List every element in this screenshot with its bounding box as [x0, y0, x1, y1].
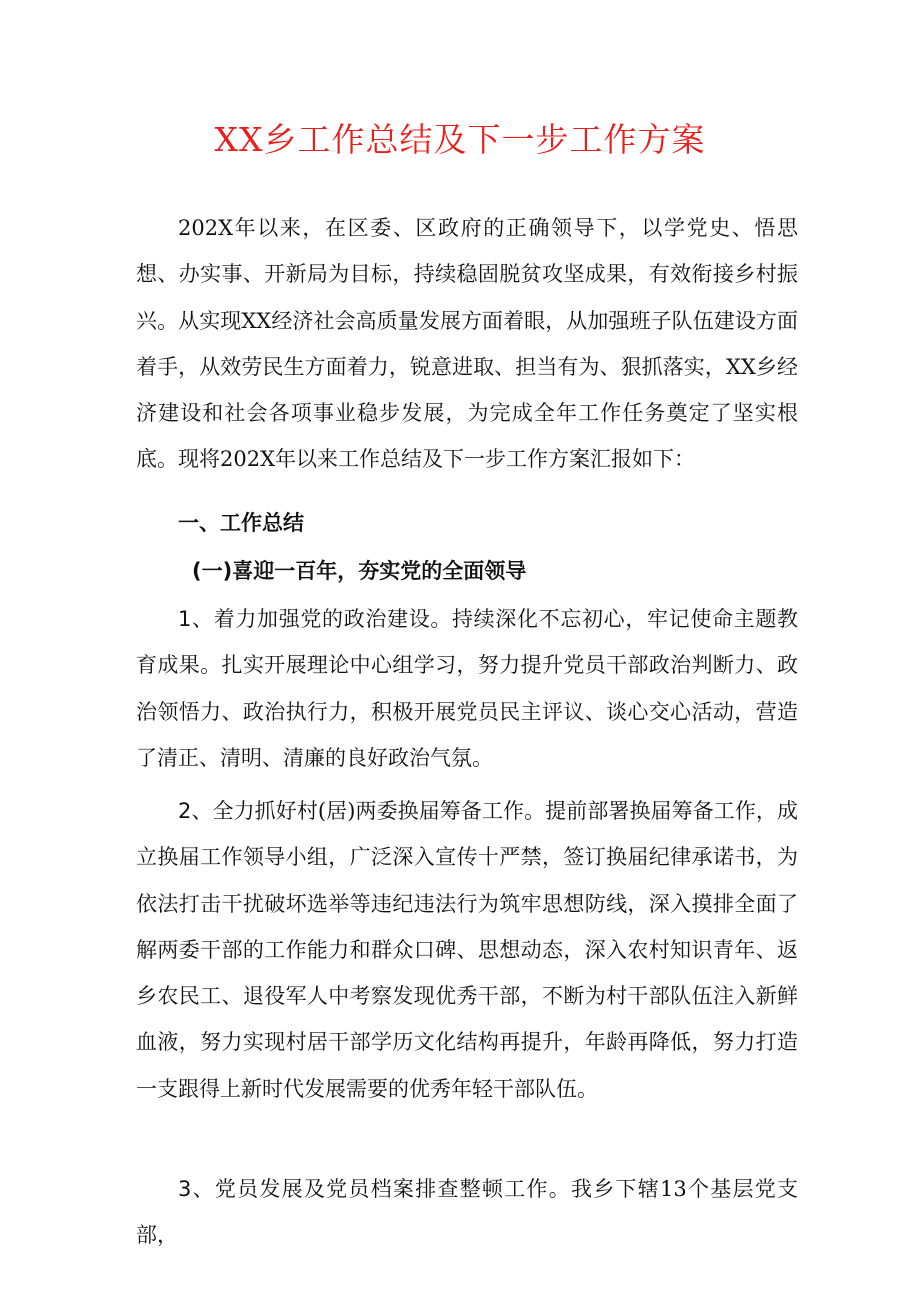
document-title: XX乡工作总结及下一步工作方案 — [214, 120, 706, 159]
item-number: 2 — [178, 799, 192, 823]
subsection-heading-party-leadership: (一)喜迎一百年，夯实党的全面领导 — [192, 559, 527, 583]
list-item-1 — [136, 596, 798, 781]
item-text: 、党员发展及党员档案排查整顿工作。我乡下辖13个基层党支部， — [136, 1177, 798, 1248]
item-number: 1 — [178, 607, 192, 631]
item-text: 、着力加强党的政治建设。持续深化不忘初心，牢记使命主题教育成果。扎实开展理论中心组学习，努力提升党员干部政治判断力、政治领悟力、政治执行力，积极开展党员民主评议、谈心交心活动，营造了清正、清明、清廉的良好政治气氛。 — [136, 607, 798, 770]
list-item-3 — [136, 1166, 798, 1259]
intro-paragraph: 202X年以来，在区委、区政府的正确领导下，以学党史、悟思想、办实事、开新局为目标，持续稳固脱贫攻坚成果，有效衔接乡村振兴。从实现XX经济社会高质量发展方面着眼，从加强班子队伍建设方面着手，从效劳民生方面着力，锐意进取、担当有为、狠抓落实，XX乡经济建设和社会各项事业稳步发展，为完成全年工作任务奠定了坚实根底。现将202X年以来工作总结及下一步工作方案汇报如下： — [136, 216, 798, 472]
section-heading-work-summary: 一、工作总结 — [178, 511, 304, 535]
item-number: 3 — [178, 1177, 192, 1201]
list-item-2 — [136, 788, 798, 1112]
item-text: 、全力抓好村(居)两委换届筹备工作。提前部署换届筹备工作，成立换届工作领导小组，广泛深入宣传十严禁，签订换届纪律承诺书，为依法打击干扰破坏选举等违纪违法行为筑牢思想防线，深入摸排全面了解两委干部的工作能力和群众口碑、思想动态，深入农村知识青年、返乡农民工、退役军人中考察发现优秀干部，不断为村干部队伍注入新鲜血液，努力实现村居干部学历文化结构再提升，年龄再降低，努力打造一支跟得上新时代发展需要的优秀年轻干部队伍。 — [136, 799, 798, 1101]
